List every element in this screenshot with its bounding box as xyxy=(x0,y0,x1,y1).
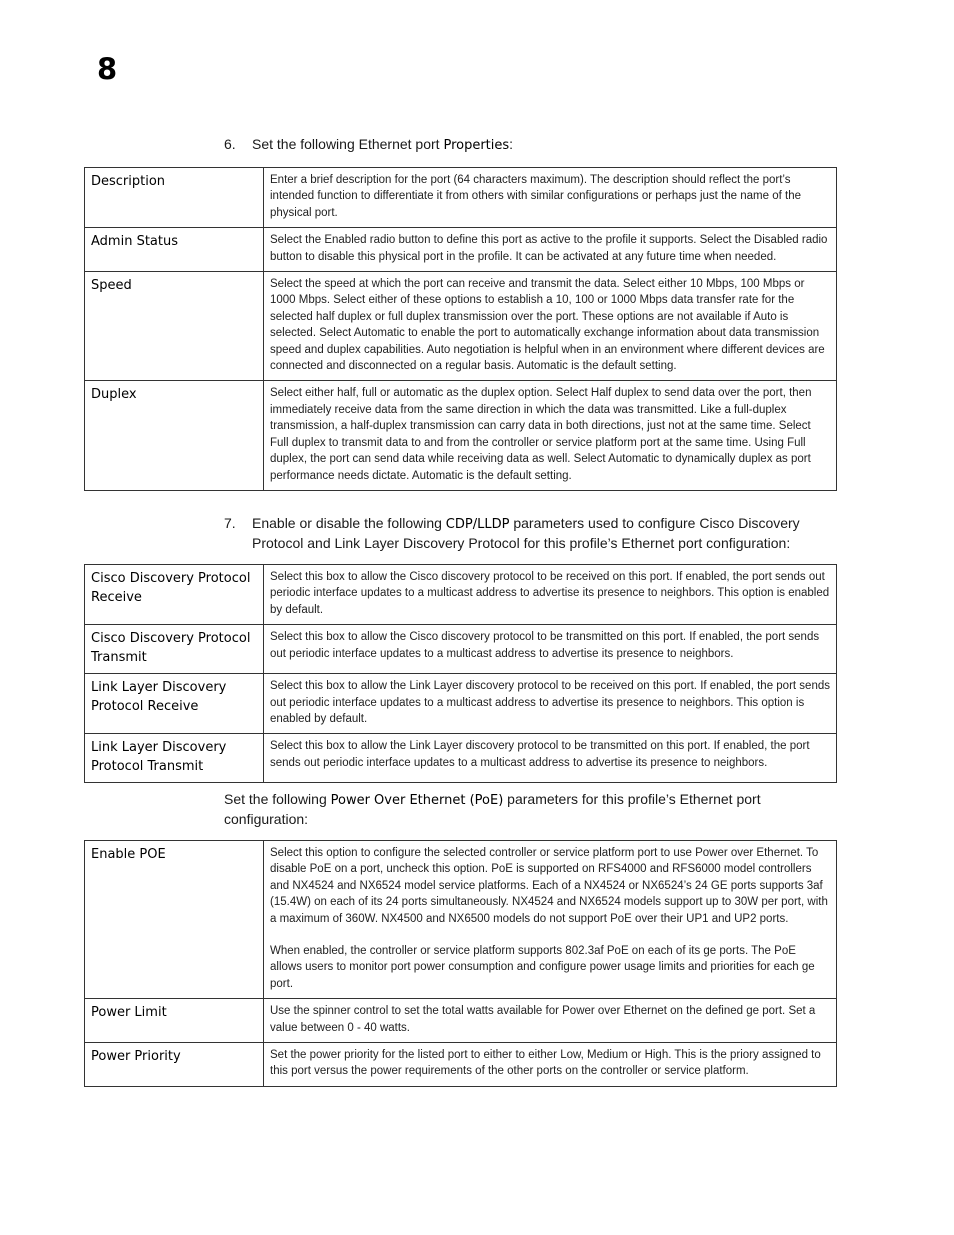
step-6-number: 6. xyxy=(224,136,236,152)
property-name: Link Layer Discovery Protocol Receive xyxy=(85,674,264,734)
poe-intro-text: Set the following Power Over Ethernet (PoE) parameters for this profile’s Ethernet port configuration: xyxy=(224,791,761,827)
property-description xyxy=(264,1043,837,1087)
property-name: Link Layer Discovery Protocol Transmit xyxy=(85,734,264,783)
property-description xyxy=(264,272,837,381)
property-description xyxy=(264,381,837,490)
table-row xyxy=(85,734,837,783)
property-name: Duplex xyxy=(85,381,264,490)
property-name: Power Limit xyxy=(85,999,264,1043)
description-paragraph: Enter a brief description for the port (64 characters maximum). The description should reflect the port’s intended function to differentiate it from others with similar configurations or perhaps just the name of the physical port. xyxy=(270,174,801,219)
step-6 xyxy=(224,135,844,155)
step-7-emphasis: CDP/LLDP xyxy=(445,517,510,532)
step-6-emphasis: Properties xyxy=(443,138,510,153)
step-6-text: Set the following Ethernet port Properties: xyxy=(252,136,514,153)
description-paragraph: Use the spinner control to set the total watts available for Power over Ethernet on the defined ge port. Set a value between 0 - 40 watts. xyxy=(270,1005,816,1034)
property-description xyxy=(264,168,837,228)
property-name: Cisco Discovery Protocol Transmit xyxy=(85,625,264,674)
table-row xyxy=(85,1043,837,1087)
property-description xyxy=(264,841,837,999)
description-paragraph: Set the power priority for the listed port to either to either Low, Medium or High. This is the priory assigned to this port versus the power requirements of the other ports on the controller or service platform. xyxy=(270,1049,821,1078)
property-description xyxy=(264,999,837,1043)
table-row xyxy=(85,999,837,1043)
table-row xyxy=(85,674,837,734)
property-name: Enable POE xyxy=(85,841,264,999)
step-7-number: 7. xyxy=(224,515,236,531)
description-paragraph: Select this box to allow the Cisco discovery protocol to be received on this port. If enabled, the port sends out periodic interface updates to a multicast address to advertise its presence to neighbors. This option is enabled by default. xyxy=(270,571,830,616)
poe-intro xyxy=(224,790,844,829)
table-row xyxy=(85,841,837,999)
description-paragraph: Select this box to allow the Link Layer discovery protocol to be received on this port. If enabled, the port sends out periodic interface updates to a multicast address to advertise its presence to neighbors. This option is enabled by default. xyxy=(270,680,830,726)
property-name: Power Priority xyxy=(85,1043,264,1087)
description-paragraph: When enabled, the controller or service platform supports 802.3af PoE on each of its ge ports. The PoE allows users to monitor port power consumption and configure power usage limits and priorities for each ge port. xyxy=(270,945,815,990)
property-description xyxy=(264,565,837,625)
property-description xyxy=(264,674,837,734)
property-description xyxy=(264,625,837,674)
table-row xyxy=(85,381,837,490)
property-description xyxy=(264,228,837,272)
step-7 xyxy=(224,514,844,553)
table-row xyxy=(85,565,837,625)
poe-table xyxy=(84,840,837,1087)
step-7-text: Enable or disable the following CDP/LLDP parameters used to configure Cisco Discovery Protocol and Link Layer Discovery Protocol for this profile’s Ethernet port configuration: xyxy=(252,515,800,551)
property-name: Description xyxy=(85,168,264,228)
description-paragraph: Select the speed at which the port can receive and transmit the data. Select either 10 Mbps, 100 Mbps or 1000 Mbps. Select either of these options to establish a 10, 100 or 1000 Mbps data transfer rate for the selected half duplex or full duplex transmission over the port. These options are not available if Auto is selected. Select Automatic to enable the port to automatically exchange information about data transmission speed and duplex capabilities. Auto negotiation is helpful when in an environment where different devices are connected and disconnected on a regular basis. Automatic is the default setting. xyxy=(270,278,825,373)
chapter-number: 8 xyxy=(97,52,118,86)
description-paragraph: Select the Enabled radio button to define this port as active to the profile it supports. Select the Disabled radio button to disable this physical port in the profile. It can be activated at any future time when needed. xyxy=(270,234,828,263)
properties-table xyxy=(84,167,837,491)
table-row xyxy=(85,625,837,674)
property-description xyxy=(264,734,837,783)
description-paragraph: Select this box to allow the Cisco discovery protocol to be transmitted on this port. If enabled, the port sends out periodic interface updates to a multicast address to advertise its presence to neighbors. xyxy=(270,631,820,660)
property-name: Speed xyxy=(85,272,264,381)
description-paragraph: Select this option to configure the selected controller or service platform port to use Power over Ethernet. To disable PoE on a port, uncheck this option. PoE is supported on RFS4000 and RFS6000 model controllers and NX4524 and NX6524 model service platforms. Each of a NX4524 or NX6524’s 24 GE ports supports 3af (15.4W) on each of its 24 ports simultaneously. NX4524 and NX6524 models support up to 30W per port, with a maximum of 360W. NX4500 and NX6500 models do not support PoE over their UP1 and UP2 ports. xyxy=(270,847,828,925)
cdp-lldp-table xyxy=(84,564,837,783)
table-row xyxy=(85,168,837,228)
table-row xyxy=(85,228,837,272)
property-name: Cisco Discovery Protocol Receive xyxy=(85,565,264,625)
poe-intro-emphasis: Power Over Ethernet (PoE) xyxy=(330,793,504,808)
description-paragraph: Select this box to allow the Link Layer discovery protocol to be transmitted on this port. If enabled, the port sends out periodic interface updates to a multicast address to advertise its presence to neighbors. xyxy=(270,740,810,769)
property-name: Admin Status xyxy=(85,228,264,272)
table-row xyxy=(85,272,837,381)
description-paragraph: Select either half, full or automatic as the duplex option. Select Half duplex to send data over the port, then immediately receive data from the same direction in which the data was transmitted. Like a full-duplex transmission, a half-duplex transmission can carry data in both directions, just not at the same time. Select Full duplex to transmit data to and from the controller or service platform port at the same time. Using Full duplex, the port can send data while receiving data as well. Select Automatic to dynamically duplex as port performance needs dictate. Automatic is the default setting. xyxy=(270,387,812,482)
